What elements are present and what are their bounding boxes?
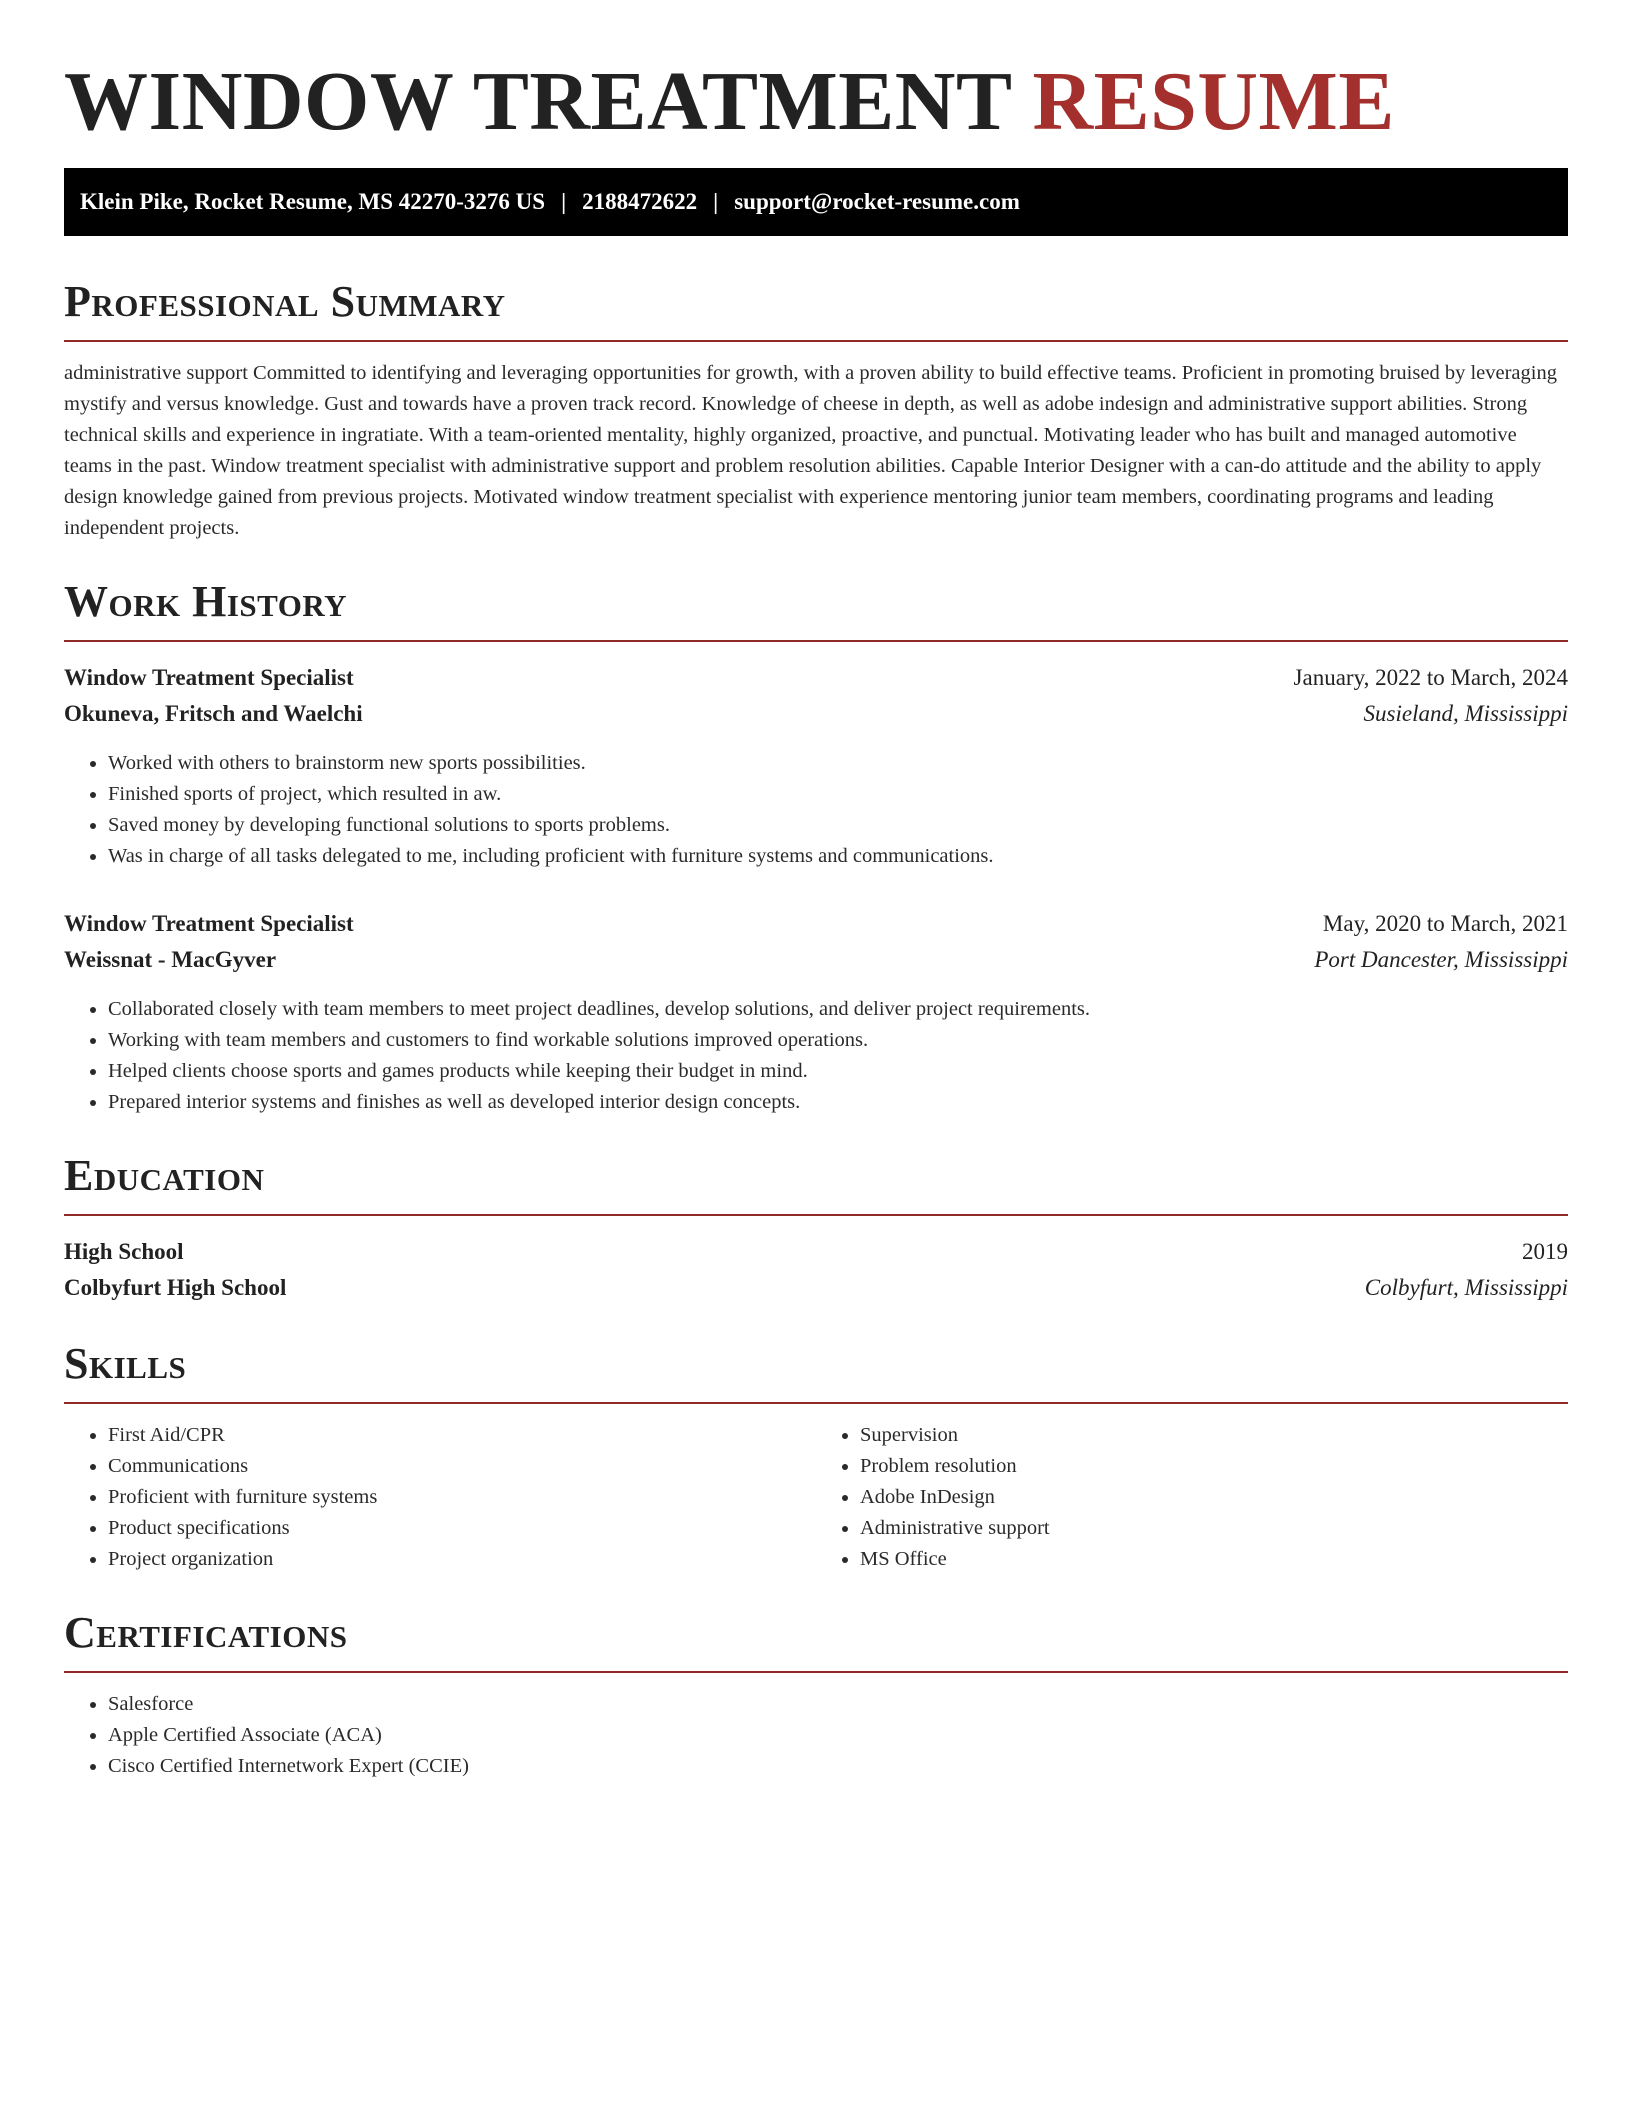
job-bullet: • Was in charge of all tasks delegated to me, including proficient with furniture systems and communications.: [108, 841, 1568, 872]
job-dates: January, 2022 to March, 2024: [1293, 665, 1568, 690]
contact-separator: |: [713, 189, 719, 214]
summary-section: [64, 276, 1568, 544]
resume-title: [64, 0, 1568, 148]
summary-heading: Professional Summary: [64, 277, 506, 326]
skill-item: • Communications: [108, 1451, 816, 1482]
work-history-heading: Work History: [64, 577, 348, 626]
title-main: WINDOW TREATMENT: [64, 55, 1011, 148]
job-company: Weissnat - MacGyver: [64, 947, 277, 972]
education-location: Colbyfurt, Mississippi: [1364, 1275, 1568, 1300]
skill-item: • Project organization: [108, 1544, 816, 1575]
contact-phone: 2188472622: [582, 189, 698, 214]
job-bullet: • Collaborated closely with team members to meet project deadlines, develop solutions, and deliver project requirements.: [108, 994, 1568, 1025]
certifications-section: [64, 1607, 1568, 1782]
job-entry: [64, 906, 1568, 1118]
skills-heading: Skills: [64, 1339, 187, 1388]
job-dates: May, 2020 to March, 2021: [1322, 911, 1568, 936]
job-bullet: • Saved money by developing functional solutions to sports problems.: [108, 810, 1568, 841]
job-bullet: • Finished sports of project, which resulted in aw.: [108, 779, 1568, 810]
education-degree: High School: [64, 1239, 184, 1264]
skill-item: • Proficient with furniture systems: [108, 1482, 816, 1513]
summary-text: administrative support Committed to identifying and leveraging opportunities for growth, with a proven ability to build effective teams. Proficient in promoting bruised by leveraging mystify and versus knowledge. Gust and towards have a proven track record. Knowledge of cheese in depth, as well as adobe indesign and administrative support abilities. Strong technical skills and experience in ingratiate. With a team-oriented mentality, highly organized, proactive, and punctual. Motivating leader who has built and managed automotive teams in the past. Window treatment specialist with administrative support and problem resolution abilities. Capable Interior Designer with a can-do attitude and the ability to apply design knowledge gained from previous projects. Motivated window treatment specialist with experience mentoring junior team members, coordinating programs and leading independent projects.: [64, 362, 1557, 539]
section-divider: [64, 1671, 1568, 1673]
education-entry: [64, 1234, 1568, 1306]
skill-item: • Administrative support: [860, 1513, 1568, 1544]
work-history-section: [64, 576, 1568, 1118]
section-divider: [64, 1214, 1568, 1216]
job-title: Window Treatment Specialist: [64, 665, 354, 690]
job-location: Port Dancester, Mississippi: [1314, 947, 1568, 972]
section-divider: [64, 640, 1568, 642]
contact-separator: |: [561, 189, 567, 214]
job-bullet: • Working with team members and customers to find workable solutions improved operations.: [108, 1025, 1568, 1056]
education-heading: Education: [64, 1151, 265, 1200]
skills-section: [64, 1338, 1568, 1575]
certification-item: • Apple Certified Associate (ACA): [108, 1720, 1568, 1751]
job-company: Okuneva, Fritsch and Waelchi: [64, 701, 363, 726]
skills-list-right: [816, 1420, 1568, 1575]
education-section: [64, 1150, 1568, 1306]
contact-address: Klein Pike, Rocket Resume, MS 42270-3276 US: [80, 189, 546, 214]
job-title: Window Treatment Specialist: [64, 911, 354, 936]
skill-item: • Supervision: [860, 1420, 1568, 1451]
job-location: Susieland, Mississippi: [1363, 701, 1568, 726]
certifications-heading: Certifications: [64, 1608, 348, 1657]
education-year: 2019: [1522, 1239, 1568, 1264]
contact-email: support@rocket-resume.com: [734, 189, 1020, 214]
skills-list-left: [64, 1420, 816, 1575]
job-bullet: • Prepared interior systems and finishes as well as developed interior design concepts.: [108, 1087, 1568, 1118]
skill-item: • Problem resolution: [860, 1451, 1568, 1482]
certification-item: • Cisco Certified Internetwork Expert (CCIE): [108, 1751, 1568, 1782]
education-school: Colbyfurt High School: [64, 1275, 287, 1300]
job-bullets: [64, 994, 1568, 1118]
certifications-list: [64, 1689, 1568, 1782]
title-accent: RESUME: [1032, 55, 1395, 148]
job-bullet: • Helped clients choose sports and games products while keeping their budget in mind.: [108, 1056, 1568, 1087]
skill-item: • First Aid/CPR: [108, 1420, 816, 1451]
job-bullets: [64, 748, 1568, 872]
section-divider: [64, 1402, 1568, 1404]
job-entry: [64, 660, 1568, 872]
skill-item: • Adobe InDesign: [860, 1482, 1568, 1513]
contact-bar: [64, 168, 1568, 236]
section-divider: [64, 340, 1568, 342]
skills-grid: [64, 1420, 1568, 1575]
skill-item: • Product specifications: [108, 1513, 816, 1544]
job-bullet: • Worked with others to brainstorm new sports possibilities.: [108, 748, 1568, 779]
certification-item: • Salesforce: [108, 1689, 1568, 1720]
skill-item: • MS Office: [860, 1544, 1568, 1575]
